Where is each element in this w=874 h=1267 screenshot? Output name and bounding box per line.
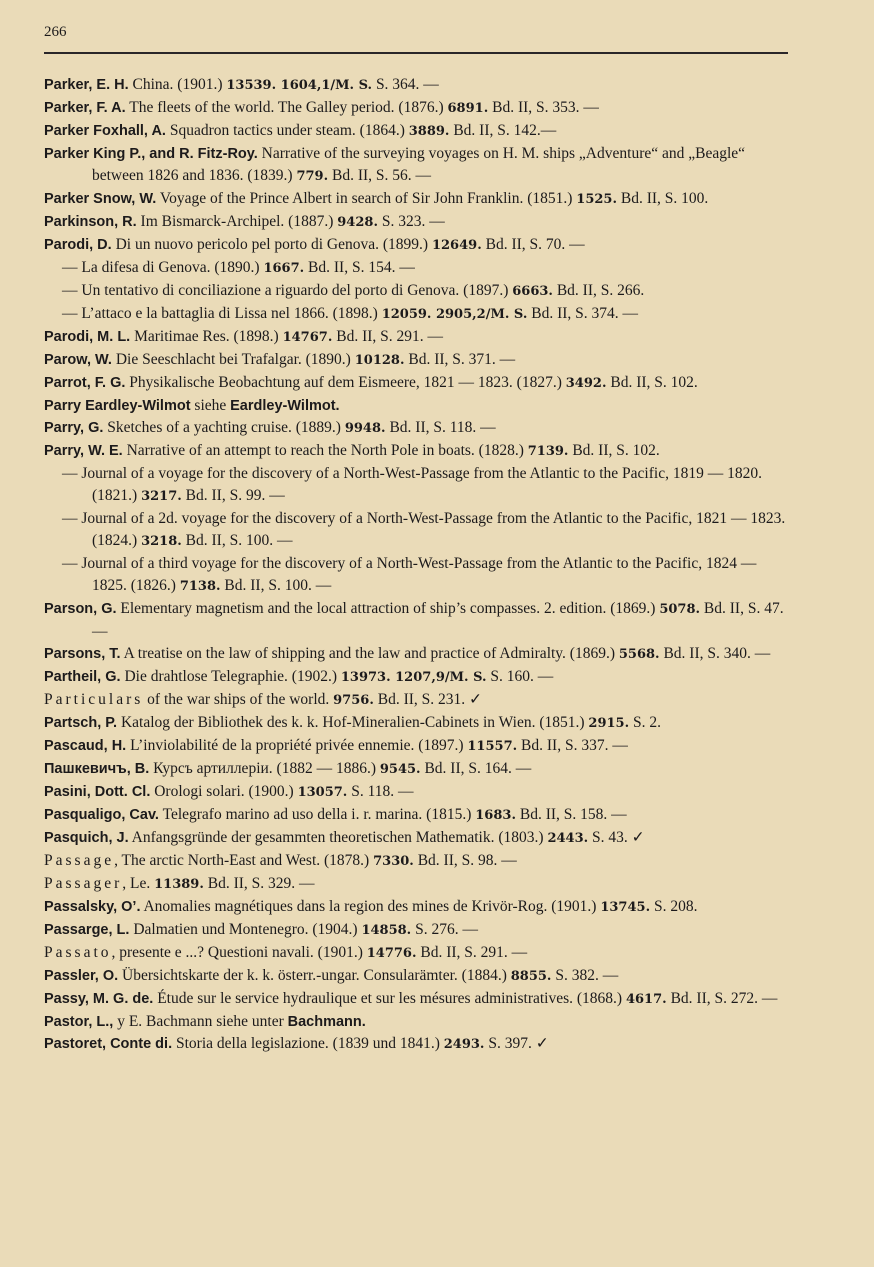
entry-text: Die Seeschlacht bei Trafalgar. (1890.) (111, 351, 355, 368)
entry-location: S. 382. — (551, 967, 619, 984)
catalog-entry (44, 827, 794, 850)
entry-catalog-number: 13745. (600, 900, 651, 915)
entry-catalog-number: 1525. (576, 192, 618, 207)
entry-author: Parkinson, R. (44, 214, 137, 230)
entry-author: Pascaud, H. (44, 738, 127, 754)
entry-author: Passy, M. G. de. (44, 991, 154, 1007)
entry-text: Anomalies magnétiques dans la region des mines de Krivör-Rog. (1901.) (140, 898, 601, 915)
header-rule (44, 52, 788, 54)
entry-text: Dalmatien und Montenegro. (1904.) (129, 921, 362, 938)
catalog-entry (44, 666, 794, 689)
entry-location: Bd. II, S. 154. — (304, 259, 415, 276)
entry-location: Bd. II, S. 100. — (181, 532, 293, 549)
entry-text: — L’attaco e la battaglia di Lissa nel 1866. (1898.) (62, 305, 382, 322)
entry-text: of the war ships of the world. (143, 691, 334, 708)
entry-author: Parsons, T. (44, 646, 121, 662)
catalog-entry (44, 1011, 794, 1033)
entry-location: S. 323. — (377, 213, 445, 230)
entry-catalog-number: 9545. (379, 762, 421, 777)
entry-location: Bd. II, S. 100. — (220, 577, 332, 594)
entry-location: Bd. II, S. 371. — (404, 351, 516, 368)
catalog-entry (44, 303, 794, 326)
entry-location: Bd. II, S. 164. — (420, 760, 532, 777)
entry-text: The fleets of the world. The Galley period. (1876.) (125, 99, 448, 116)
entry-author: Parker Foxhall, A. (44, 123, 166, 139)
catalog-entry (44, 97, 794, 120)
entry-author: Passalsky, O’. (44, 899, 141, 915)
catalog-entry (44, 1033, 794, 1056)
entry-author: Partheil, G. (44, 669, 121, 685)
entry-location: Bd. II, S. 266. (552, 282, 645, 299)
entry-text: , The arctic North-East and West. (1878.) (114, 852, 374, 869)
entry-catalog-number: 7138. (179, 579, 221, 594)
entry-location: Bd. II, S. 142.— (449, 122, 557, 139)
entry-text: y E. Bachmann siehe unter (113, 1013, 288, 1030)
entry-text: Voyage of the Prince Albert in search of Sir John Franklin. (1851.) (156, 190, 577, 207)
entry-text: Narrative of an attempt to reach the North Pole in boats. (1828.) (122, 442, 528, 459)
entry-catalog-number: 8855. (510, 969, 552, 984)
catalog-entry (44, 896, 794, 919)
entry-text: Physikalische Beobachtung auf dem Eismeere, 1821 — 1823. (1827.) (125, 374, 566, 391)
catalog-entry (44, 689, 794, 712)
catalog-entry (44, 143, 794, 188)
entry-location: Bd. II, S. 47. — (92, 600, 784, 640)
entry-location: Bd. II, S. 329. — (203, 875, 315, 892)
entry-location: S. 2. (629, 714, 661, 731)
entry-location: S. 43. ✓ (588, 829, 645, 846)
entry-location: S. 118. — (347, 783, 414, 800)
entry-spaced-title: Passato (44, 944, 112, 961)
entry-author: Parow, W. (44, 352, 112, 368)
entry-catalog-number: 1683. (475, 808, 516, 823)
entry-catalog-number: 5568. (618, 647, 660, 662)
entry-location: S. 160. — (486, 668, 554, 685)
catalog-entry (44, 234, 794, 257)
entry-catalog-number: 9756. (333, 693, 374, 708)
entry-catalog-number: 14767. (282, 330, 333, 345)
entry-catalog-number: 10128. (354, 353, 405, 368)
entry-author: Pasquich, J. (44, 830, 129, 846)
entry-author: Пашкевичъ, В. (44, 761, 150, 777)
entry-author: Parson, G. (44, 601, 117, 617)
entry-location: Bd. II, S. 56. — (328, 167, 432, 184)
entry-catalog-number: 2915. (588, 716, 630, 731)
catalog-entry (44, 712, 794, 735)
entry-catalog-number: 3492. (565, 376, 607, 391)
entry-location: Bd. II, S. 99. — (181, 487, 285, 504)
catalog-entry (44, 188, 794, 211)
entry-author: Pastor, L., (44, 1014, 114, 1030)
entry-author: Pasqualigo, Cav. (44, 807, 159, 823)
catalog-entry (44, 417, 794, 440)
entry-text: Übersichtskarte der k. k. österr.-ungar. Consularämter. (1884.) (118, 967, 511, 984)
catalog-entry (44, 988, 794, 1011)
entry-author: Parodi, M. L. (44, 329, 131, 345)
entry-location: Bd. II, S. 118. — (385, 419, 496, 436)
catalog-entry (44, 942, 794, 965)
entry-text: Orologi solari. (1900.) (150, 783, 298, 800)
entry-catalog-number: 11557. (467, 739, 518, 754)
entry-text: Курсъ артиллеріи. (1882 — 1886.) (149, 760, 380, 777)
entry-location: Bd. II, S. 291. — (332, 328, 444, 345)
entry-catalog-number: 3217. (141, 489, 182, 504)
catalog-entry (44, 735, 794, 758)
catalog-entry (44, 804, 794, 827)
entry-location: Bd. II, S. 231. ✓ (373, 691, 483, 708)
entry-author: Parodi, D. (44, 237, 112, 253)
entry-location: Bd. II, S. 102. (606, 374, 698, 391)
catalog-entry (44, 440, 794, 463)
entry-text: Squadron tactics under steam. (1864.) (165, 122, 409, 139)
catalog-entry (44, 120, 794, 143)
catalog-entry (44, 463, 794, 508)
catalog-entry (44, 965, 794, 988)
entry-catalog-number: 11389. (154, 877, 204, 892)
entry-text: Im Bismarck-Archipel. (1887.) (136, 213, 338, 230)
entry-catalog-number: 13973. 1207,9/M. S. (340, 670, 487, 685)
catalog-entry (44, 349, 794, 372)
entry-text: L’inviolabilité de la propriété privée ennemie. (1897.) (126, 737, 468, 754)
entry-text: Katalog der Bibliothek des k. k. Hof-Mineralien-Cabinets in Wien. (1851.) (117, 714, 589, 731)
catalog-entry (44, 326, 794, 349)
entry-text: — Journal of a 2d. voyage for the discovery of a North-West-Passage from the Atlantic to the Pacific, 1821 — 1823. (1824.) (62, 510, 786, 549)
entry-location: S. 397. ✓ (484, 1035, 549, 1052)
entry-catalog-number: 12059. 2905,2/M. S. (381, 307, 528, 322)
catalog-entry (44, 850, 794, 873)
catalog-entry (44, 873, 794, 896)
catalog-entry (44, 758, 794, 781)
entry-text: — La difesa di Genova. (1890.) (62, 259, 264, 276)
entry-author: Parry, W. E. (44, 443, 123, 459)
entry-location: Bd. II, S. 102. (568, 442, 660, 459)
entry-text: Di un nuovo pericolo pel porto di Genova. (1899.) (111, 236, 432, 253)
entry-catalog-number: 3889. (408, 124, 450, 139)
catalog-entry (44, 372, 794, 395)
entry-catalog-number: 2493. (443, 1037, 485, 1052)
catalog-entry (44, 74, 794, 97)
entry-catalog-number: 1667. (263, 261, 305, 276)
entry-author: Parrot, F. G. (44, 375, 126, 391)
entry-text: , Le. (122, 875, 155, 892)
entry-author: Parry Eardley-Wilmot (44, 398, 191, 414)
catalog-entry (44, 919, 794, 942)
entry-catalog-number: 779. (296, 169, 329, 184)
entry-text: Anfangsgründe der gesammten theoretischen Mathematik. (1803.) (128, 829, 548, 846)
entry-text: — Un tentativo di conciliazione a riguardo del porto di Genova. (1897.) (62, 282, 513, 299)
catalog-entry (44, 257, 794, 280)
entry-catalog-number: 4617. (625, 992, 667, 1007)
entry-author: Parker, E. H. (44, 77, 129, 93)
page-number: 266 (44, 24, 67, 40)
entry-catalog-number: 14776. (366, 946, 417, 961)
catalog-entry (44, 280, 794, 303)
entry-text: Narrative of the surveying voyages on H. M. ships „Adventure“ and „Beagle“ between 1826 and 1836. (1839.) (92, 145, 746, 184)
entry-author: Parry, G. (44, 420, 104, 436)
entry-catalog-number: 6891. (447, 101, 489, 116)
entry-text: — Journal of a voyage for the discovery of a North-West-Passage from the Atlantic to the Pacific, 1819 — 1820. (1821.) (62, 465, 762, 504)
entry-spaced-title: Passager (44, 875, 123, 892)
entry-text: A treatise on the law of shipping and the law and practice of Admiralty. (1869.) (120, 645, 619, 662)
entry-location: Bd. II, S. 70. — (481, 236, 585, 253)
entry-author: Pasini, Dott. Cl. (44, 784, 151, 800)
entry-text: Telegrafo marino ad uso della i. r. marina. (1815.) (158, 806, 476, 823)
entry-location: Bd. II, S. 353. — (488, 99, 599, 116)
entry-location: Bd. II, S. 340. — (659, 645, 771, 662)
entry-author: Parker King P., and R. Fitz-Roy. (44, 146, 258, 162)
entry-author: Passarge, L. (44, 922, 130, 938)
entry-author: Pastoret, Conte di. (44, 1036, 173, 1052)
catalog-entries (44, 74, 794, 1056)
entry-text: Elementary magnetism and the local attraction of ship’s compasses. 2. edition. (1869.) (116, 600, 660, 617)
entry-author: Partsch, P. (44, 715, 118, 731)
entry-catalog-number: 14858. (361, 923, 412, 938)
entry-text: , presente e ...? Questioni navali. (1901.) (111, 944, 367, 961)
catalog-entry (44, 508, 794, 553)
catalog-entry (44, 598, 794, 643)
entry-catalog-number: 12649. (431, 238, 482, 253)
entry-catalog-number: 9428. (337, 215, 378, 230)
entry-text: siehe (190, 397, 231, 414)
entry-location: Bd. II, S. 158. — (515, 806, 627, 823)
entry-location: Bd. II, S. 98. — (413, 852, 517, 869)
entry-location: Bd. II, S. 337. — (517, 737, 628, 754)
entry-catalog-number: 7139. (527, 444, 569, 459)
catalog-entry (44, 643, 794, 666)
entry-text: Étude sur le service hydraulique et sur les mésures administratives. (1868.) (153, 990, 626, 1007)
entry-text: Die drahtlose Telegraphie. (1902.) (120, 668, 341, 685)
entry-catalog-number: 7330. (373, 854, 414, 869)
entry-location: S. 208. (650, 898, 698, 915)
entry-catalog-number: 13539. 1604,1/M. S. (226, 78, 373, 93)
entry-text: Sketches of a yachting cruise. (1889.) (103, 419, 345, 436)
entry-spaced-title: Passage (44, 852, 115, 869)
entry-location: Bd. II, S. 374. — (527, 305, 639, 322)
entry-catalog-number: 3218. (141, 534, 182, 549)
entry-location: Bd. II, S. 100. (617, 190, 709, 207)
entry-text: — Journal of a third voyage for the discovery of a North-West-Passage from the Atlantic to the Pacific, 1824 — 1825. (1826.) (62, 555, 757, 594)
catalog-entry (44, 395, 794, 417)
entry-text: China. (1901.) (128, 76, 227, 93)
entry-text: Storia della legislazione. (1839 und 1841.) (172, 1035, 444, 1052)
entry-cross-reference: Bachmann. (287, 1014, 366, 1030)
catalog-entry (44, 553, 794, 598)
entry-author: Parker, F. A. (44, 100, 126, 116)
entry-location: Bd. II, S. 272. — (666, 990, 778, 1007)
entry-author: Parker Snow, W. (44, 191, 157, 207)
catalog-entry (44, 781, 794, 804)
entry-location: S. 364. — (372, 76, 439, 93)
entry-location: S. 276. — (411, 921, 478, 938)
catalog-entry (44, 211, 794, 234)
entry-catalog-number: 6663. (512, 284, 553, 299)
entry-catalog-number: 9948. (344, 421, 386, 436)
entry-text: Maritimae Res. (1898.) (130, 328, 283, 345)
entry-catalog-number: 2443. (547, 831, 589, 846)
entry-author: Passler, O. (44, 968, 119, 984)
entry-location: Bd. II, S. 291. — (416, 944, 528, 961)
entry-cross-reference: Eardley-Wilmot. (230, 398, 340, 414)
entry-catalog-number: 13057. (297, 785, 348, 800)
entry-catalog-number: 5078. (659, 602, 701, 617)
entry-spaced-title: Particulars (44, 691, 144, 708)
